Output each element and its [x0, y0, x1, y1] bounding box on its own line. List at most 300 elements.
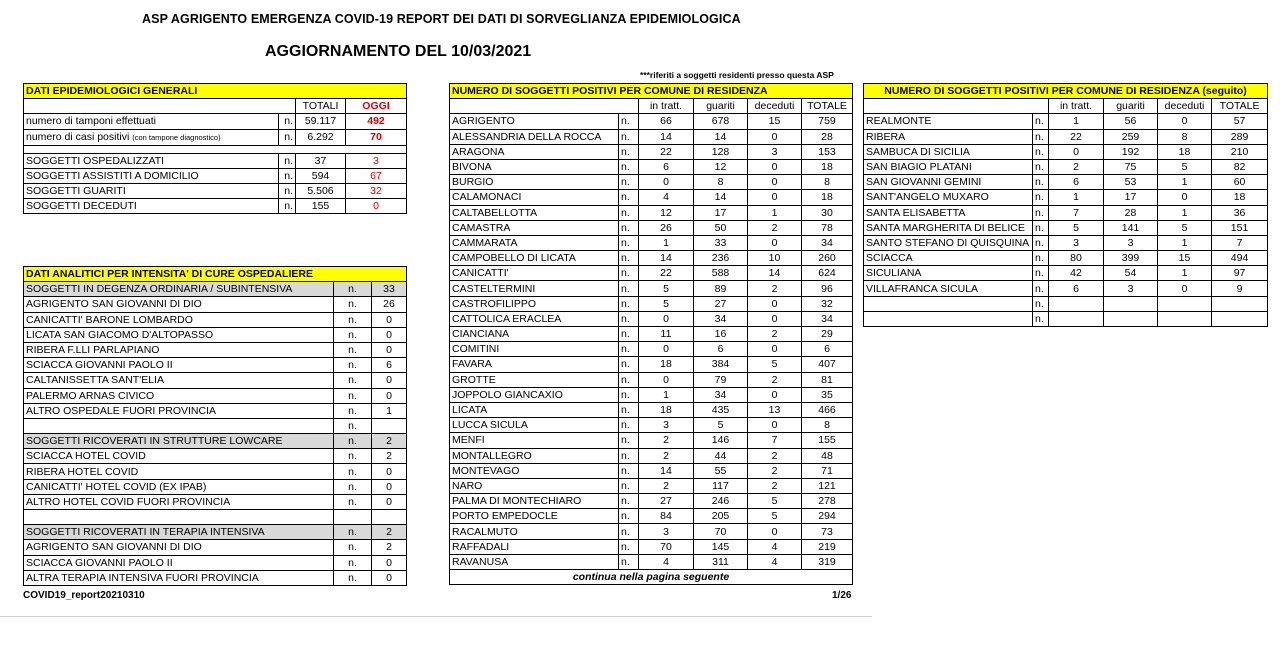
- in-treatment-value: 1: [639, 387, 694, 402]
- col-oggi: OGGI: [346, 99, 407, 114]
- positivi-oggi: 70: [346, 129, 407, 145]
- column-header: guariti: [694, 99, 748, 114]
- hospital-label: AGRIGENTO SAN GIOVANNI DI DIO: [24, 540, 334, 555]
- in-treatment-value: 1: [639, 235, 694, 250]
- hospital-value: 2: [372, 540, 407, 555]
- municipality-name: COMITINI: [450, 342, 619, 357]
- hospital-row: [24, 555, 407, 570]
- recovered-value: 145: [694, 539, 748, 554]
- recovered-value: 17: [1104, 190, 1158, 205]
- in-treatment-value: 14: [639, 463, 694, 478]
- in-treatment-value: 3: [639, 418, 694, 433]
- hospital-value: 2: [372, 525, 407, 540]
- recovered-value: 8: [694, 175, 748, 190]
- hospital-value: 1: [372, 403, 407, 418]
- total-value: 48: [802, 448, 853, 463]
- unit: n.: [619, 251, 639, 266]
- deceased-value: 0: [1158, 281, 1212, 296]
- tamponi-label: numero di tamponi effettuati: [24, 114, 279, 129]
- in-treatment-value: 0: [639, 175, 694, 190]
- hospital-row: [24, 510, 407, 525]
- hospital-row: [24, 342, 407, 357]
- municipalities-title: NUMERO DI SOGGETTI POSITIVI PER COMUNE DI RESIDENZA: [450, 84, 853, 99]
- table-row: [450, 281, 853, 296]
- deceased-value: 0: [748, 524, 802, 539]
- total-value: 121: [802, 478, 853, 493]
- municipality-name: SANTA ELISABETTA: [864, 205, 1033, 220]
- hospital-intensity-table: [23, 266, 407, 586]
- in-treatment-value: 27: [639, 494, 694, 509]
- hospital-row: [24, 449, 407, 464]
- table-row: [450, 190, 853, 205]
- recovered-value: 12: [694, 159, 748, 174]
- total-value: 153: [802, 144, 853, 159]
- total-value: 8: [802, 175, 853, 190]
- in-treatment-value: 18: [639, 402, 694, 417]
- in-treatment-value: 22: [1049, 129, 1104, 144]
- in-treatment-value: 11: [639, 327, 694, 342]
- total-value: 18: [1212, 190, 1268, 205]
- recovered-value: 246: [694, 494, 748, 509]
- hospital-value: 0: [372, 312, 407, 327]
- table-row: [864, 114, 1268, 129]
- in-treatment-value: 4: [639, 190, 694, 205]
- table-row: [450, 311, 853, 326]
- total-value: 36: [1212, 205, 1268, 220]
- table-row: [864, 129, 1268, 144]
- update-date-title: AGGIORNAMENTO DEL 10/03/2021: [265, 43, 532, 60]
- unit: n.: [334, 282, 372, 297]
- table-row: [450, 418, 853, 433]
- row-deceduti: [24, 199, 407, 214]
- deceased-value: 7: [748, 433, 802, 448]
- in-treatment-value: 6: [639, 159, 694, 174]
- deceased-value: 5: [748, 357, 802, 372]
- unit: n.: [619, 281, 639, 296]
- recovered-value: 588: [694, 266, 748, 281]
- in-treatment-value: 80: [1049, 251, 1104, 266]
- hospital-row: [24, 312, 407, 327]
- deceased-value: 0: [748, 418, 802, 433]
- hospital-label: PALERMO ARNAS CIVICO: [24, 388, 334, 403]
- unit: n.: [1033, 175, 1049, 190]
- unit: n.: [1033, 129, 1049, 144]
- recovered-value: 33: [694, 235, 748, 250]
- municipality-name: FAVARA: [450, 357, 619, 372]
- total-value: 28: [802, 129, 853, 144]
- recovered-value: 17: [694, 205, 748, 220]
- total-value: 34: [802, 235, 853, 250]
- total-value: [1212, 311, 1268, 326]
- total-value: 624: [802, 266, 853, 281]
- unit: n.: [619, 144, 639, 159]
- municipality-name: MENFI: [450, 433, 619, 448]
- footer-divider: [0, 616, 872, 617]
- unit: n.: [279, 183, 296, 198]
- positivi-label-cell: [24, 129, 279, 145]
- column-header: in tratt.: [639, 99, 694, 114]
- recovered-value: 55: [694, 463, 748, 478]
- hospital-value: 0: [372, 388, 407, 403]
- recovered-value: 14: [694, 129, 748, 144]
- municipality-name: RAFFADALI: [450, 539, 619, 554]
- guariti-oggi: 32: [346, 183, 407, 198]
- column-header: deceduti: [748, 99, 802, 114]
- hospital-label: SCIACCA GIOVANNI PAOLO II: [24, 555, 334, 570]
- hospital-label: ALTRA TERAPIA INTENSIVA FUORI PROVINCIA: [24, 570, 334, 585]
- hospital-value: 0: [372, 342, 407, 357]
- unit: n.: [619, 114, 639, 129]
- row-domicilio: [24, 168, 407, 183]
- unit: n.: [1033, 220, 1049, 235]
- total-value: 8: [802, 418, 853, 433]
- in-treatment-value: 26: [639, 220, 694, 235]
- recovered-value: 53: [1104, 175, 1158, 190]
- municipality-name: CAMMARATA: [450, 235, 619, 250]
- unit: n.: [619, 372, 639, 387]
- total-value: 96: [802, 281, 853, 296]
- municipality-name: PALMA DI MONTECHIARO: [450, 494, 619, 509]
- municipality-name: SAN BIAGIO PLATANI: [864, 159, 1033, 174]
- municipality-name: BIVONA: [450, 159, 619, 174]
- recovered-value: 146: [694, 433, 748, 448]
- deceased-value: 10: [748, 251, 802, 266]
- hospital-row: [24, 464, 407, 479]
- hospital-row: [24, 540, 407, 555]
- positivi-label-small: (con tampone diagnostico): [132, 132, 221, 142]
- table-row: [450, 448, 853, 463]
- in-treatment-value: 14: [639, 251, 694, 266]
- in-treatment-value: 18: [639, 357, 694, 372]
- in-treatment-value: 0: [639, 372, 694, 387]
- municipality-name: RAVANUSA: [450, 554, 619, 569]
- table-row: [450, 554, 853, 569]
- in-treatment-value: [1049, 296, 1104, 311]
- deceased-value: 0: [748, 159, 802, 174]
- deceased-value: 2: [748, 220, 802, 235]
- deceased-value: 1: [1158, 235, 1212, 250]
- table-row: [450, 478, 853, 493]
- unit: n.: [619, 175, 639, 190]
- unit: n.: [334, 570, 372, 585]
- in-treatment-value: 0: [639, 311, 694, 326]
- in-treatment-value: 2: [639, 433, 694, 448]
- in-treatment-value: 66: [639, 114, 694, 129]
- recovered-value: 435: [694, 402, 748, 417]
- table-row: [450, 175, 853, 190]
- municipality-name: [864, 296, 1033, 311]
- unit: n.: [619, 478, 639, 493]
- total-value: 71: [802, 463, 853, 478]
- in-treatment-value: 2: [639, 478, 694, 493]
- total-value: 18: [802, 159, 853, 174]
- municipality-name: MONTALLEGRO: [450, 448, 619, 463]
- in-treatment-value: 1: [1049, 190, 1104, 205]
- table-row: [450, 387, 853, 402]
- deceased-value: 5: [1158, 220, 1212, 235]
- table-row: [864, 190, 1268, 205]
- in-treatment-value: 12: [639, 205, 694, 220]
- hospital-value: 0: [372, 464, 407, 479]
- deceased-value: 18: [1158, 144, 1212, 159]
- total-value: 73: [802, 524, 853, 539]
- deceduti-label: SOGGETTI DECEDUTI: [24, 199, 279, 214]
- hospital-row: [24, 358, 407, 373]
- domicilio-label: SOGGETTI ASSISTITI A DOMICILIO: [24, 168, 279, 183]
- unit: n.: [1033, 235, 1049, 250]
- municipality-name: LUCCA SICULA: [450, 418, 619, 433]
- unit: n.: [334, 479, 372, 494]
- in-treatment-value: 0: [639, 342, 694, 357]
- municipality-name: CALTABELLOTTA: [450, 205, 619, 220]
- unit: n.: [619, 509, 639, 524]
- recovered-value: 50: [694, 220, 748, 235]
- municipalities-table: [449, 83, 853, 585]
- deceased-value: 0: [1158, 114, 1212, 129]
- municipality-name: SICULIANA: [864, 266, 1033, 281]
- hospital-value: 6: [372, 358, 407, 373]
- hospital-value: 0: [372, 327, 407, 342]
- total-value: 289: [1212, 129, 1268, 144]
- hospital-label: SOGGETTI IN DEGENZA ORDINARIA / SUBINTENSIVA: [24, 282, 334, 297]
- total-value: 30: [802, 205, 853, 220]
- unit: n.: [1033, 251, 1049, 266]
- hospital-group-row: [24, 282, 407, 297]
- table-row: [450, 129, 853, 144]
- unit: n.: [279, 129, 296, 145]
- hospital-value: 0: [372, 555, 407, 570]
- deceased-value: 0: [748, 235, 802, 250]
- recovered-value: 192: [1104, 144, 1158, 159]
- total-value: 278: [802, 494, 853, 509]
- municipality-name: NARO: [450, 478, 619, 493]
- deceased-value: 2: [748, 478, 802, 493]
- unit: n.: [334, 494, 372, 509]
- in-treatment-value: 42: [1049, 266, 1104, 281]
- recovered-value: 28: [1104, 205, 1158, 220]
- deceased-value: 8: [1158, 129, 1212, 144]
- deceased-value: 0: [748, 296, 802, 311]
- unit: n.: [619, 129, 639, 144]
- deceased-value: 0: [1158, 190, 1212, 205]
- recovered-value: 311: [694, 554, 748, 569]
- in-treatment-value: 6: [1049, 281, 1104, 296]
- in-treatment-value: [1049, 311, 1104, 326]
- unit: n.: [619, 159, 639, 174]
- deceased-value: 0: [748, 129, 802, 144]
- table-row: [864, 251, 1268, 266]
- in-treatment-value: 5: [1049, 220, 1104, 235]
- unit: [334, 510, 372, 525]
- hospital-value: 26: [372, 297, 407, 312]
- municipality-name: CALAMONACI: [450, 190, 619, 205]
- table-row: [450, 402, 853, 417]
- col-totali: TOTALI: [296, 99, 346, 114]
- row-guariti: [24, 183, 407, 198]
- hospital-value: 0: [372, 570, 407, 585]
- guariti-totale: 5.506: [296, 183, 346, 198]
- total-value: 29: [802, 327, 853, 342]
- row-tamponi: [24, 114, 407, 129]
- hospital-group-row: [24, 525, 407, 540]
- table-row: [450, 114, 853, 129]
- recovered-value: 3: [1104, 235, 1158, 250]
- recovered-value: 34: [694, 387, 748, 402]
- unit: n.: [279, 168, 296, 183]
- unit: n.: [334, 434, 372, 449]
- deceduti-oggi: 0: [346, 199, 407, 214]
- recovered-value: 75: [1104, 159, 1158, 174]
- hospital-label: ALTRO OSPEDALE FUORI PROVINCIA: [24, 403, 334, 418]
- total-value: 759: [802, 114, 853, 129]
- municipalities-cont-table: [863, 83, 1268, 327]
- row-ospedalizzati: [24, 153, 407, 168]
- unit: n.: [619, 220, 639, 235]
- general-data-table: [23, 83, 407, 214]
- table-row: [450, 235, 853, 250]
- in-treatment-value: 4: [639, 554, 694, 569]
- total-value: 319: [802, 554, 853, 569]
- general-data-title: DATI EPIDEMIOLOGICI GENERALI: [24, 84, 407, 99]
- hospital-label: SCIACCA HOTEL COVID: [24, 449, 334, 464]
- municipality-name: CAMASTRA: [450, 220, 619, 235]
- unit: n.: [619, 539, 639, 554]
- table-row: [450, 509, 853, 524]
- recovered-value: 79: [694, 372, 748, 387]
- hospital-value: [372, 418, 407, 433]
- recovered-value: 236: [694, 251, 748, 266]
- municipality-name: JOPPOLO GIANCAXIO: [450, 387, 619, 402]
- in-treatment-value: 22: [639, 266, 694, 281]
- in-treatment-value: 7: [1049, 205, 1104, 220]
- deceased-value: 1: [748, 205, 802, 220]
- unit: n.: [334, 555, 372, 570]
- deceased-value: 0: [748, 387, 802, 402]
- unit: n.: [1033, 144, 1049, 159]
- municipality-name: ALESSANDRIA DELLA ROCCA: [450, 129, 619, 144]
- hospital-label: LICATA SAN GIACOMO D'ALTOPASSO: [24, 327, 334, 342]
- municipality-name: MONTEVAGO: [450, 463, 619, 478]
- unit: n.: [334, 388, 372, 403]
- recovered-value: 128: [694, 144, 748, 159]
- total-value: 82: [1212, 159, 1268, 174]
- table-row: [864, 281, 1268, 296]
- ospedalizzati-totale: 37: [296, 153, 346, 168]
- table-row: [450, 205, 853, 220]
- hospital-table-title: DATI ANALITICI PER INTENSITA' DI CURE OSPEDALIERE: [24, 267, 407, 282]
- page-number: 1/26: [832, 590, 852, 601]
- domicilio-oggi: 67: [346, 168, 407, 183]
- municipality-name: SANTO STEFANO DI QUISQUINA: [864, 235, 1033, 250]
- deceased-value: 0: [748, 190, 802, 205]
- hospital-label: RIBERA F.LLI PARLAPIANO: [24, 342, 334, 357]
- unit: n.: [619, 387, 639, 402]
- in-treatment-value: 0: [1049, 144, 1104, 159]
- hospital-label: AGRIGENTO SAN GIOVANNI DI DIO: [24, 297, 334, 312]
- unit: n.: [279, 153, 296, 168]
- total-value: 494: [1212, 251, 1268, 266]
- table-row: [450, 494, 853, 509]
- report-title: ASP AGRIGENTO EMERGENZA COVID-19 REPORT DEI DATI DI SORVEGLIANZA EPIDEMIOLOGICA: [142, 12, 741, 26]
- total-value: 219: [802, 539, 853, 554]
- in-treatment-value: 3: [639, 524, 694, 539]
- residents-note: ***riferiti a soggetti residenti presso questa ASP: [640, 70, 834, 80]
- total-value: 78: [802, 220, 853, 235]
- guariti-label: SOGGETTI GUARITI: [24, 183, 279, 198]
- unit: n.: [334, 342, 372, 357]
- deceased-value: 2: [748, 372, 802, 387]
- hospital-group-row: [24, 434, 407, 449]
- total-value: 6: [802, 342, 853, 357]
- unit: n.: [1033, 281, 1049, 296]
- deceased-value: 4: [748, 554, 802, 569]
- unit: n.: [334, 358, 372, 373]
- table-row: [450, 144, 853, 159]
- municipality-name: GROTTE: [450, 372, 619, 387]
- unit: n.: [619, 463, 639, 478]
- unit: n.: [619, 190, 639, 205]
- municipality-name: VILLAFRANCA SICULA: [864, 281, 1033, 296]
- in-treatment-value: 2: [1049, 159, 1104, 174]
- in-treatment-value: 5: [639, 281, 694, 296]
- in-treatment-value: 5: [639, 296, 694, 311]
- table-row: [864, 235, 1268, 250]
- unit: n.: [1033, 311, 1049, 326]
- table-row: [450, 159, 853, 174]
- table-row: [450, 342, 853, 357]
- municipality-name: SANT'ANGELO MUXARO: [864, 190, 1033, 205]
- recovered-value: 117: [694, 478, 748, 493]
- unit: n.: [279, 114, 296, 129]
- hospital-value: 33: [372, 282, 407, 297]
- hospital-label: SCIACCA GIOVANNI PAOLO II: [24, 358, 334, 373]
- municipality-name: SANTA MARGHERITA DI BELICE: [864, 220, 1033, 235]
- municipality-name: ARAGONA: [450, 144, 619, 159]
- deceased-value: 15: [1158, 251, 1212, 266]
- hospital-value: 0: [372, 494, 407, 509]
- deceased-value: 1: [1158, 175, 1212, 190]
- deceased-value: 1: [1158, 266, 1212, 281]
- deceased-value: 4: [748, 539, 802, 554]
- unit: n.: [334, 312, 372, 327]
- table-row: [450, 524, 853, 539]
- deceased-value: [1158, 311, 1212, 326]
- unit: n.: [619, 494, 639, 509]
- table-row: [864, 175, 1268, 190]
- municipality-name: CAMPOBELLO DI LICATA: [450, 251, 619, 266]
- column-header: guariti: [1104, 99, 1158, 114]
- recovered-value: [1104, 311, 1158, 326]
- municipality-name: RIBERA: [864, 129, 1033, 144]
- recovered-value: 27: [694, 296, 748, 311]
- municipality-name: RACALMUTO: [450, 524, 619, 539]
- hospital-row: [24, 479, 407, 494]
- column-header: TOTALE: [802, 99, 853, 114]
- unit: n.: [619, 554, 639, 569]
- recovered-value: 678: [694, 114, 748, 129]
- recovered-value: 34: [694, 311, 748, 326]
- column-header: in tratt.: [1049, 99, 1104, 114]
- recovered-value: 56: [1104, 114, 1158, 129]
- unit: n.: [1033, 205, 1049, 220]
- positivi-label: numero di casi positivi: [26, 130, 130, 143]
- total-value: [1212, 296, 1268, 311]
- unit: n.: [619, 266, 639, 281]
- unit: n.: [279, 199, 296, 214]
- hospital-row: [24, 327, 407, 342]
- table-row: [864, 220, 1268, 235]
- table-row: [864, 144, 1268, 159]
